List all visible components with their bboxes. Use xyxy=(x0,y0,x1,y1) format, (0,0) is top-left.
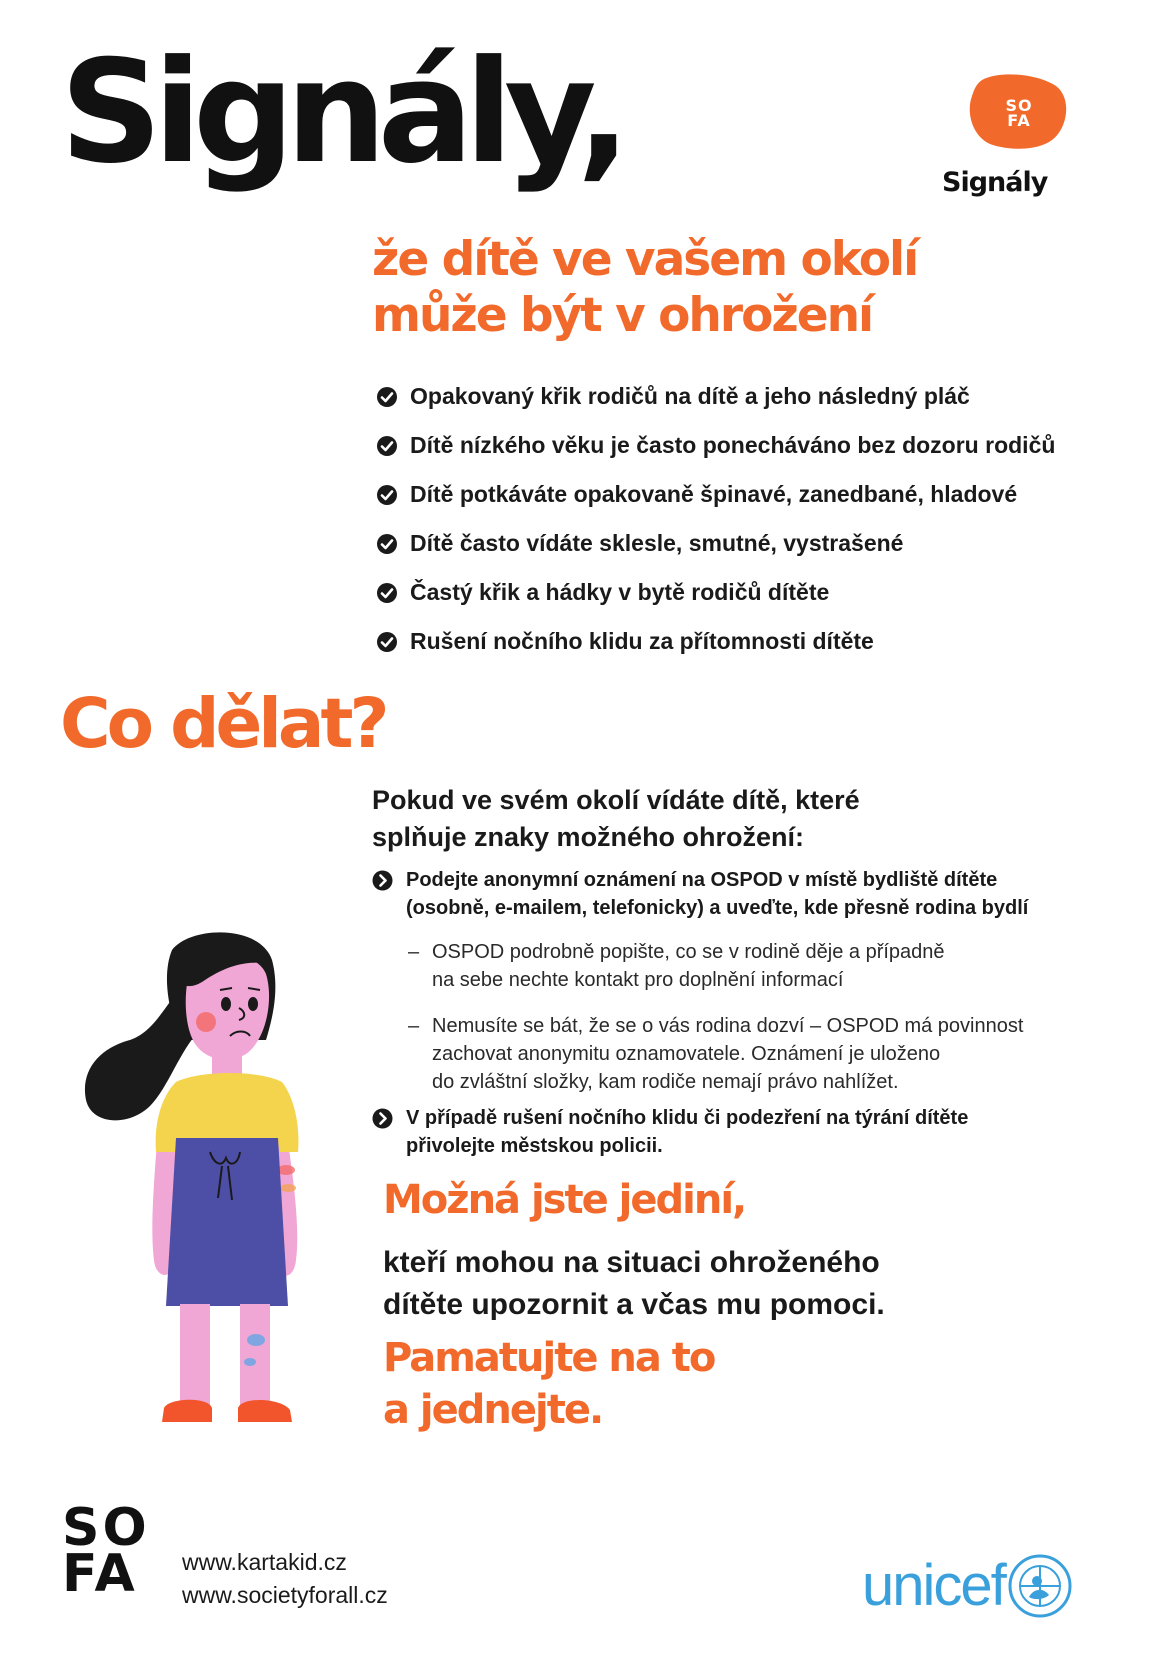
signal-text: Dítě často vídáte sklesle, smutné, vystrašené xyxy=(410,530,904,556)
closing-text xyxy=(383,1242,1033,1326)
step-call-police xyxy=(372,1104,1072,1160)
unicef-logo xyxy=(862,1546,1073,1626)
signals-list xyxy=(376,372,1116,666)
list-item xyxy=(376,617,1116,666)
subtitle-line: může být v ohrožení xyxy=(372,288,873,343)
logo-mark-line: FA xyxy=(1007,111,1031,130)
section-heading-what-to-do: Co dělat? xyxy=(60,684,386,764)
list-item xyxy=(376,519,1116,568)
unicef-emblem-icon xyxy=(1007,1553,1073,1619)
what-to-do-intro xyxy=(372,782,1012,856)
check-circle-icon xyxy=(376,533,398,555)
signal-text: Rušení nočního klidu za přítomnosti dítěte xyxy=(410,628,874,654)
detail-line: na sebe nechte kontakt pro doplnění informací xyxy=(432,969,844,991)
arrow-circle-icon xyxy=(372,1108,393,1129)
cta-line: a jednejte. xyxy=(383,1387,603,1433)
subtitle-line: že dítě ve vašem okolí xyxy=(372,232,918,287)
footer-logo-line: SO xyxy=(62,1498,150,1558)
step-line: (osobně, e-mailem, telefonicky) a uveďte, kde přesně rodina bydlí xyxy=(406,897,1029,919)
unicef-wordmark: unicef xyxy=(862,1553,1005,1618)
intro-line: splňuje znaky možného ohrožení: xyxy=(372,822,805,852)
footer-links xyxy=(182,1546,388,1612)
list-item xyxy=(376,372,1116,421)
check-circle-icon xyxy=(376,582,398,604)
signal-text: Častý křik a hádky v bytě rodičů dítěte xyxy=(410,579,830,605)
step-line: přivolejte městskou policii. xyxy=(406,1135,663,1157)
check-circle-icon xyxy=(376,484,398,506)
list-item xyxy=(376,470,1116,519)
dash-marker: – xyxy=(408,1015,420,1037)
signal-text: Opakovaný křik rodičů na dítě a jeho následný pláč xyxy=(410,383,970,409)
dash-marker: – xyxy=(408,941,420,963)
list-item xyxy=(376,421,1116,470)
closing-highlight: Možná jste jediní, xyxy=(383,1177,746,1223)
signal-text: Dítě nízkého věku je často ponecháváno bez dozoru rodičů xyxy=(410,432,1056,458)
signal-text: Dítě potkáváte opakovaně špinavé, zanedbané, hladové xyxy=(410,481,1018,507)
closing-line: kteří mohou na situaci ohroženého xyxy=(383,1246,880,1279)
girl-illustration xyxy=(50,930,340,1450)
footer-logo-line: FA xyxy=(62,1544,138,1604)
logo-mark-line: SO xyxy=(1005,96,1033,115)
page-subtitle xyxy=(372,232,1112,344)
detail-line: OSPOD podrobně popište, co se v rodině děje a případně xyxy=(432,941,945,963)
intro-line: Pokud ve svém okolí vídáte dítě, které xyxy=(372,785,860,815)
step-line: V případě rušení nočního klidu či podezření na týrání dítěte xyxy=(406,1107,969,1129)
check-circle-icon xyxy=(376,631,398,653)
step-report-ospod xyxy=(372,866,1132,922)
check-circle-icon xyxy=(376,386,398,408)
kartakid-link[interactable]: www.kartakid.cz xyxy=(182,1549,347,1575)
closing-call-to-action xyxy=(383,1332,983,1436)
detail-line: do zvláštní složky, kam rodiče nemají právo nahlížet. xyxy=(432,1071,899,1093)
sofa-footer-logo xyxy=(62,1498,172,1604)
sofa-signaly-logo xyxy=(930,72,1110,212)
list-item xyxy=(376,568,1116,617)
cta-line: Pamatujte na to xyxy=(383,1335,715,1381)
page-title: Signály, xyxy=(60,30,622,195)
societyforall-link[interactable]: www.societyforall.cz xyxy=(182,1582,388,1608)
detail-line: Nemusíte se bát, že se o vás rodina dozví – OSPOD má povinnost xyxy=(432,1015,1024,1037)
arrow-circle-icon xyxy=(372,870,393,891)
step-detail xyxy=(408,1012,1108,1096)
closing-line: dítěte upozornit a včas mu pomoci. xyxy=(383,1288,885,1321)
detail-line: zachovat anonymitu oznamovatele. Oznámení je uloženo xyxy=(432,1043,941,1065)
check-circle-icon xyxy=(376,435,398,457)
step-detail xyxy=(408,938,1108,994)
logo-name: Signály xyxy=(942,167,1048,198)
step-line: Podejte anonymní oznámení na OSPOD v místě bydliště dítěte xyxy=(406,869,998,891)
